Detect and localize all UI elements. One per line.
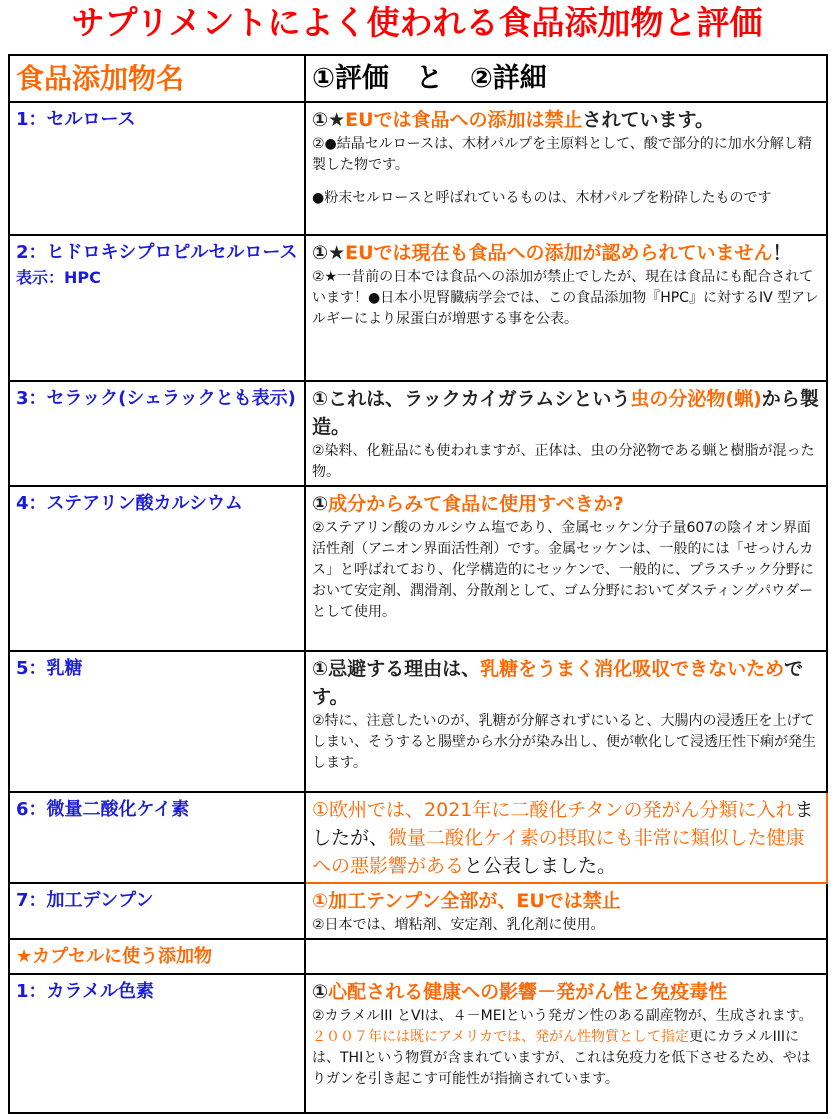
page-title: サプリメントによく使われる食品添加物と評価 [71,3,763,42]
additive-name: 6：微量二酸化ケイ素 [16,799,190,820]
table-row [9,883,827,939]
evaluation-headline: ①加工テンプン全部が、EUでは禁止 [312,890,621,912]
detail-text: ②染料、化粧品にも使われますが、正体は、虫の分泌物である蝋と樹脂が混った物。 [312,443,815,480]
detail-text: ●粉末セルロースと呼ばれているものは、木材パルプを粉砕したものです [312,190,772,206]
table-row [9,651,827,792]
evaluation-headline: ①忌避する理由は、乳糖をうまく消化吸収できないためです。 [312,658,804,708]
additive-name: 2：ヒドロキシプロピルセルロース [16,242,298,263]
additive-name: 3：セラック(シェラックとも表示) [16,388,296,409]
detail-text: ②特に、注意したいのが、乳糖が分解されずにいると、大腸内の浸透圧を上げてしまい、そうすると腸壁から水分が染み出し、便が軟化して浸透圧性下痢が発生します。 [312,713,816,771]
evaluation-cell [305,883,827,939]
header-name-col: 食品添加物名 [9,55,305,102]
detail-text: ②カラメルIII とVIは、４－MEIという発ガン性のある副産物が、生成されます。２００７年には既にアメリカでは、発がん性物質として指定更にカラメルIIIには、THIという物質が含まれていますが、これは免疫力を低下させるため、やはりガンを引き起こす可能性が指摘されています。 [312,1008,813,1087]
additive-name-cell [9,486,305,651]
detail-text: ②ステアリン酸のカルシウム塩であり、金属セッケン分子量607の陰イオン界面活性剤（アニオン界面活性剤）です。金属セッケンは、一般的には「せっけんカス」と呼ばれており、化学構造的にセッケンで、一般的に、プラスチック分野において安定剤、潤滑剤、分散剤として、ゴム分野においてダスティングパウダーとして使用。 [312,520,814,620]
additive-name-cell [9,235,305,381]
evaluation-headline: ①★EUでは現在も食品への添加が認められていません！ [312,242,792,264]
section-label-cell [9,939,305,974]
evaluation-headline: ①欧州では、2021年に二酸化チタンの発がん分類に入れましたが、微量二酸化ケイ素の摂取にも非常に類似した健康への悪影響があると公表しました。 [312,799,814,877]
additive-name-cell [9,651,305,792]
evaluation-headline: ①心配される健康への影響－発がん性と免疫毒性 [312,981,728,1003]
evaluation-headline: ①成分からみて食品に使用すべきか? [312,493,624,515]
evaluation-cell [305,651,827,792]
additive-name-cell [9,381,305,486]
additive-name: 1：カラメル色素 [16,981,154,1002]
section-empty-cell [305,939,827,974]
table-header-row [9,55,827,102]
additive-name: 1：セルロース [16,109,136,130]
evaluation-cell [305,381,827,486]
detail-text: ②日本では、増粘剤、安定剤、乳化剤に使用。 [312,917,605,933]
table-row [9,102,827,235]
evaluation-headline: ①★EUでは食品への添加は禁止されています。 [312,109,715,131]
detail-text: ②●結晶セルロースは、木材パルプを主原料として、酸で部分的に加水分解し精製した物です。 [312,136,812,173]
additive-name-cell [9,974,305,1113]
evaluation-cell [305,102,827,235]
evaluation-cell [305,235,827,381]
additive-name-cell [9,102,305,235]
section-label: ★カプセルに使う添加物 [16,946,212,967]
additive-name: 4：ステアリン酸カルシウム [16,493,243,514]
table-row [9,381,827,486]
additive-label: 表示：HPC [16,268,101,287]
additive-table [8,54,828,1114]
detail-text: ②★一昔前の日本では食品への添加が禁止でしたが、現在は食品にも配合されています！●日本小児腎臓病学会では、この食品添加物『HPC』に対するIV 型アレルギーにより尿蛋白が増悪する事を公表。 [312,269,819,327]
evaluation-cell [305,974,827,1113]
section-row [9,939,827,974]
table-row [9,974,827,1113]
header-eval-col: ①評価 と ②詳細 [305,55,827,102]
additive-name: 5：乳糖 [16,658,83,679]
additive-name-cell [9,883,305,939]
additive-name: 7：加工デンプン [16,890,154,911]
table-row [9,235,827,381]
evaluation-cell [305,792,827,883]
evaluation-cell [305,486,827,651]
additive-name-cell [9,792,305,883]
table-row [9,792,827,883]
table-row [9,486,827,651]
evaluation-headline: ①これは、ラックカイガラムシという虫の分泌物(蝋)から製造。 [312,388,819,438]
